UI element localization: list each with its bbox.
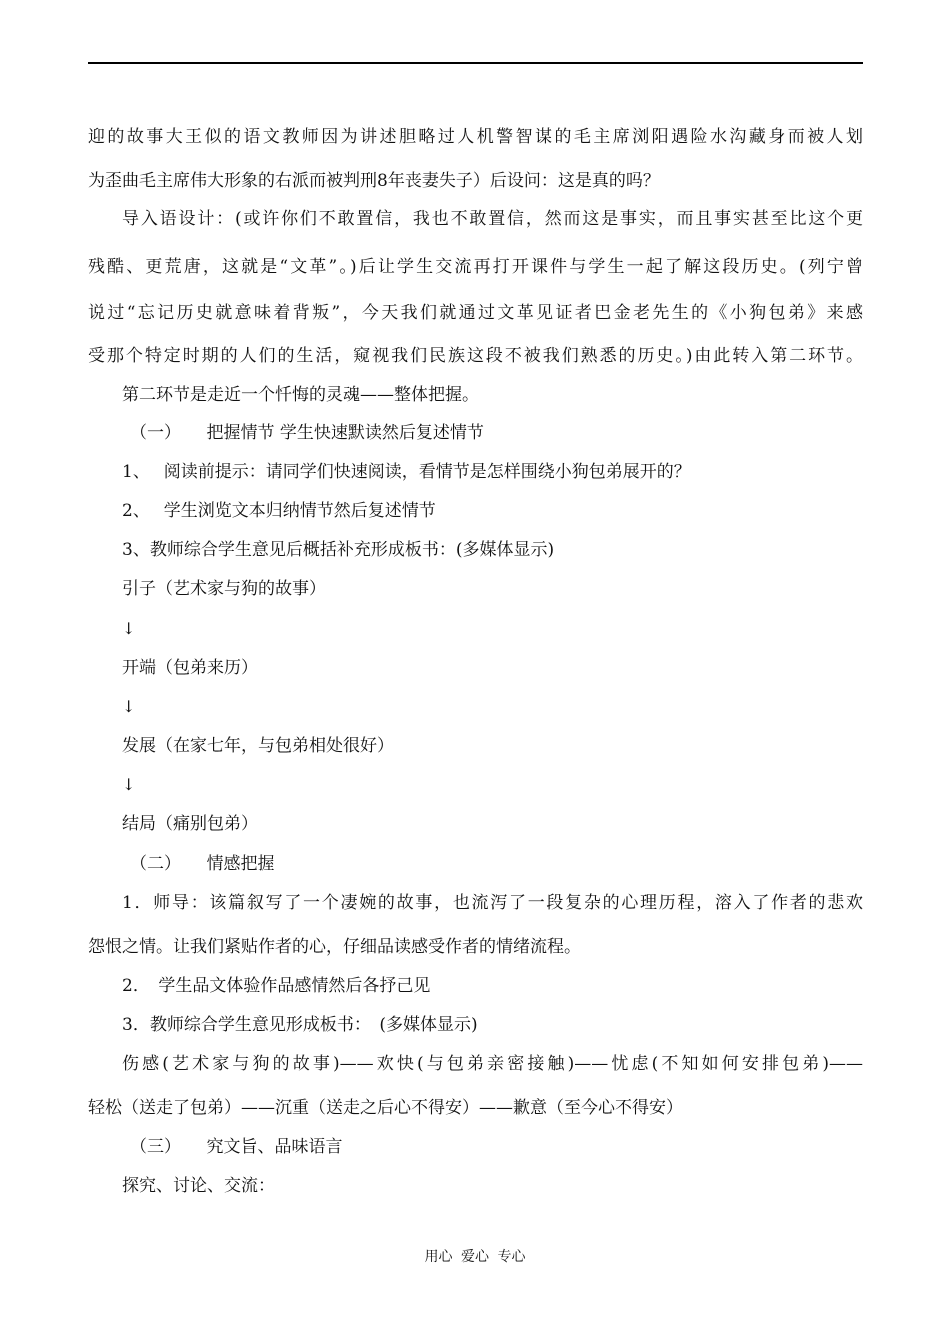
text-line: 导入语设计：(或许你们不敢置信，我也不敢置信，然而这是事实，而且事实甚至比这个更 bbox=[122, 209, 863, 229]
text-line: 1．师导：该篇叙写了一个凄婉的故事，也流泻了一段复杂的心理历程，溶入了作者的悲欢 bbox=[122, 893, 863, 913]
section-heading: （三） 究文旨、品味语言 bbox=[130, 1137, 343, 1157]
flow-step: 结局（痛别包弟） bbox=[122, 814, 258, 834]
page-footer: 用心 爱心 专心 bbox=[424, 1249, 526, 1265]
text-line: 受那个特定时期的人们的生活，窥视我们民族这段不被我们熟悉的历史。)由此转入第二环节。 bbox=[88, 346, 863, 366]
header-rule bbox=[88, 62, 863, 64]
down-arrow-icon: ↓ bbox=[122, 619, 136, 638]
text-line: 1、 阅读前提示：请同学们快速阅读，看情节是怎样围绕小狗包弟展开的？ bbox=[122, 462, 691, 482]
flow-step: 引子（艺术家与狗的故事） bbox=[122, 579, 326, 599]
section-heading: （一） 把握情节 学生快速默读然后复述情节 bbox=[130, 423, 484, 443]
text-line: 为歪曲毛主席伟大形象的右派而被判刑8年丧妻失子）后设问：这是真的吗？ bbox=[88, 171, 660, 191]
text-line: 伤感(艺术家与狗的故事)——欢快(与包弟亲密接触)——忧虑(不知如何安排包弟)—— bbox=[122, 1054, 863, 1074]
down-arrow-icon: ↓ bbox=[122, 775, 136, 794]
text-line: 第二环节是走近一个忏悔的灵魂——整体把握。 bbox=[122, 385, 479, 405]
text-line: 说过“忘记历史就意味着背叛”，今天我们就通过文革见证者巴金老先生的《小狗包弟》来感 bbox=[88, 303, 863, 323]
flow-step: 发展（在家七年，与包弟相处很好） bbox=[122, 736, 394, 756]
text-line: 3．教师综合学生意见形成板书： (多媒体显示) bbox=[122, 1015, 478, 1035]
flow-step: 开端（包弟来历） bbox=[122, 658, 258, 678]
section-heading: （二） 情感把握 bbox=[130, 854, 275, 874]
text-line: 3、教师综合学生意见后概括补充形成板书：(多媒体显示) bbox=[122, 540, 555, 560]
text-line: 2、 学生浏览文本归纳情节然后复述情节 bbox=[122, 501, 436, 521]
text-line: 怨恨之情。让我们紧贴作者的心，仔细品读感受作者的情绪流程。 bbox=[88, 937, 581, 957]
text-line: 迎的故事大王似的语文教师因为讲述胆略过人机警智谋的毛主席浏阳遇险水沟藏身而被人划 bbox=[88, 127, 863, 147]
text-line: 残酷、更荒唐，这就是“文革”。)后让学生交流再打开课件与学生一起了解这段历史。(列宁曾 bbox=[88, 257, 863, 277]
text-line: 轻松（送走了包弟）——沉重（送走之后心不得安）——歉意（至今心不得安） bbox=[88, 1098, 683, 1118]
text-line: 探究、讨论、交流： bbox=[122, 1176, 275, 1196]
text-line: 2． 学生品文体验作品感情然后各抒己见 bbox=[122, 976, 431, 996]
down-arrow-icon: ↓ bbox=[122, 697, 136, 716]
